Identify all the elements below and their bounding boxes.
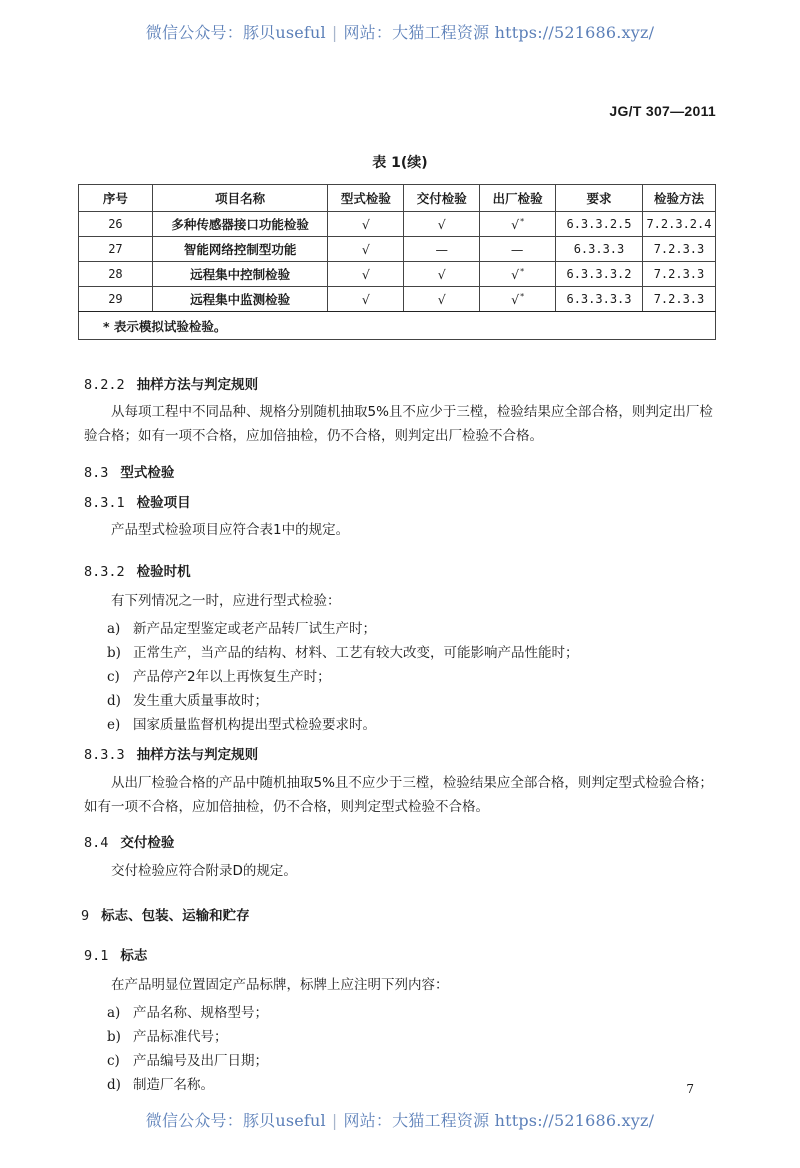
col-header-method: 检验方法 [642, 185, 715, 212]
section-title: 抽样方法与判定规则 [136, 377, 259, 393]
list-marker: c) [107, 669, 120, 685]
list-marker: d) [107, 1077, 121, 1093]
list-text: 制造厂名称。 [133, 1077, 214, 1093]
standard-code: JG/T 307—2011 [609, 103, 716, 119]
watermark-site: 网站：大猫工程资源 [343, 1111, 490, 1130]
list-item [107, 1025, 228, 1045]
list-item [107, 689, 268, 709]
section-heading-9 [81, 904, 250, 924]
col-header-delivery-test: 交付检验 [404, 185, 480, 212]
list-text: 产品标准代号； [133, 1029, 228, 1045]
section-heading-8-4 [84, 831, 174, 851]
simulated-test-marker: * [520, 266, 525, 276]
cell-no: 26 [79, 212, 153, 237]
cell-name: 多种传感器接口功能检验 [152, 212, 328, 237]
watermark-separator: | [331, 23, 338, 42]
list-marker: a) [107, 621, 121, 637]
cell-requirement: 6.3.3.3 [556, 237, 643, 262]
table-row [79, 212, 716, 237]
section-number: 9 [81, 908, 90, 924]
watermark-wechat: 微信公众号：豚贝useful [145, 23, 326, 42]
inspection-items-table [78, 184, 716, 340]
section-title: 抽样方法与判定规则 [136, 747, 259, 763]
factory-test-value: — [510, 241, 524, 257]
section-heading-9-1 [84, 944, 147, 964]
list-item [107, 665, 331, 685]
list-text: 国家质量监督机构提出型式检验要求时。 [133, 717, 376, 733]
cell-factory-test [480, 287, 556, 312]
paragraph-8-3-2-intro: 有下列情况之一时，应进行型式检验： [111, 593, 341, 609]
watermark-top [0, 20, 800, 43]
cell-type-test: √ [328, 212, 404, 237]
simulated-test-marker: * [520, 216, 525, 226]
list-item [107, 641, 579, 661]
section-number: 8.4 [84, 835, 109, 851]
list-marker: e) [107, 717, 121, 733]
section-number: 8.3.1 [84, 495, 125, 511]
table-footnote: * 表示模拟试验检验。 [79, 312, 716, 340]
cell-type-test: √ [328, 237, 404, 262]
cell-requirement: 6.3.3.3.3 [556, 287, 643, 312]
section-number: 8.3.2 [84, 564, 125, 580]
list-item [107, 1073, 214, 1093]
cell-method: 7.2.3.3 [642, 262, 715, 287]
col-header-requirement: 要求 [556, 185, 643, 212]
section-number: 8.3.3 [84, 747, 125, 763]
paragraph-8-4: 交付检验应符合附录D的规定。 [111, 863, 297, 879]
section-title: 标志、包装、运输和贮存 [101, 908, 250, 924]
table-footnote-row [79, 312, 716, 340]
list-item [107, 713, 376, 733]
col-header-name: 项目名称 [152, 185, 328, 212]
table-row [79, 262, 716, 287]
section-heading-8-3-2 [84, 560, 191, 580]
watermark-url: https://521686.xyz/ [494, 1111, 655, 1130]
cell-delivery-test: — [404, 237, 480, 262]
section-number: 9.1 [84, 948, 109, 964]
section-number: 8.2.2 [84, 377, 125, 393]
factory-test-value: √ [511, 216, 520, 232]
cell-no: 28 [79, 262, 153, 287]
section-heading-8-3-3 [84, 743, 258, 763]
simulated-test-marker: * [520, 291, 525, 301]
watermark-bottom [0, 1108, 800, 1131]
cell-delivery-test: √ [404, 287, 480, 312]
cell-factory-test [480, 212, 556, 237]
cell-name: 远程集中控制检验 [152, 262, 328, 287]
cell-factory-test [480, 237, 556, 262]
list-marker: d) [107, 693, 121, 709]
paragraph-8-3-1: 产品型式检验项目应符合表1中的规定。 [111, 522, 350, 538]
watermark-wechat: 微信公众号：豚贝useful [145, 1111, 326, 1130]
factory-test-value: √ [511, 291, 520, 307]
section-title: 标志 [120, 948, 148, 964]
list-text: 产品停产2年以上再恢复生产时； [133, 669, 331, 685]
section-heading-8-3-1 [84, 491, 191, 511]
section-title: 检验项目 [136, 495, 191, 511]
cell-type-test: √ [328, 287, 404, 312]
list-marker: c) [107, 1053, 120, 1069]
list-text: 正常生产，当产品的结构、材料、工艺有较大改变，可能影响产品性能时； [133, 645, 579, 661]
section-number: 8.3 [84, 465, 109, 481]
paragraph-8-3-3: 从出厂检验合格的产品中随机抽取5%且不应少于三樘，检验结果应全部合格，则判定型式检验合格；如有一项不合格，应加倍抽检，仍不合格，则判定型式检验不合格。 [84, 775, 713, 815]
cell-type-test: √ [328, 262, 404, 287]
list-marker: a) [107, 1005, 121, 1021]
section-heading-8-3 [84, 461, 174, 481]
section-title: 交付检验 [120, 835, 175, 851]
list-text: 产品名称、规格型号； [133, 1005, 268, 1021]
cell-requirement: 6.3.3.3.2 [556, 262, 643, 287]
watermark-url: https://521686.xyz/ [494, 23, 655, 42]
watermark-site: 网站：大猫工程资源 [343, 23, 490, 42]
cell-factory-test [480, 262, 556, 287]
cell-requirement: 6.3.3.2.5 [556, 212, 643, 237]
cell-method: 7.2.3.3 [642, 237, 715, 262]
cell-no: 29 [79, 287, 153, 312]
col-header-factory-test: 出厂检验 [480, 185, 556, 212]
col-header-type-test: 型式检验 [328, 185, 404, 212]
list-item [107, 1049, 268, 1069]
factory-test-value: √ [511, 266, 520, 282]
watermark-separator: | [331, 1111, 338, 1130]
list-text: 新产品定型鉴定或老产品转厂试生产时； [133, 621, 376, 637]
cell-method: 7.2.3.2.4 [642, 212, 715, 237]
section-title: 型式检验 [120, 465, 175, 481]
table-header-row [79, 185, 716, 212]
list-marker: b) [107, 645, 121, 661]
table-caption: 表 1(续) [372, 155, 428, 171]
col-header-no: 序号 [79, 185, 153, 212]
list-text: 发生重大质量事故时； [133, 693, 268, 709]
cell-method: 7.2.3.3 [642, 287, 715, 312]
cell-name: 智能网络控制型功能 [152, 237, 328, 262]
section-title: 检验时机 [136, 564, 191, 580]
cell-no: 27 [79, 237, 153, 262]
cell-name: 远程集中监测检验 [152, 287, 328, 312]
list-item [107, 617, 376, 637]
section-heading-8-2-2 [84, 373, 258, 393]
list-item [107, 1001, 268, 1021]
page-number: 7 [686, 1082, 694, 1096]
cell-delivery-test: √ [404, 262, 480, 287]
table-row [79, 237, 716, 262]
cell-delivery-test: √ [404, 212, 480, 237]
table-row [79, 287, 716, 312]
list-marker: b) [107, 1029, 121, 1045]
paragraph-9-1-intro: 在产品明显位置固定产品标牌，标牌上应注明下列内容： [111, 977, 449, 993]
paragraph-8-2-2: 从每项工程中不同品种、规格分别随机抽取5%且不应少于三樘，检验结果应全部合格，则判定出厂检验合格；如有一项不合格，应加倍抽检，仍不合格，则判定出厂检验不合格。 [84, 404, 713, 444]
list-text: 产品编号及出厂日期； [133, 1053, 268, 1069]
